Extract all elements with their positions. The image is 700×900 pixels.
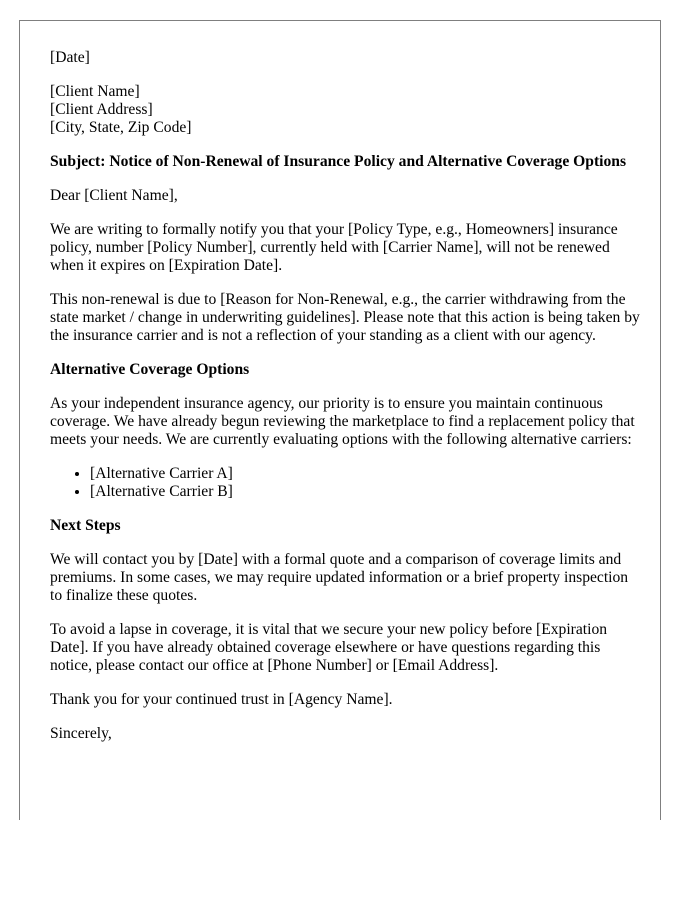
section-heading-alternatives: Alternative Coverage Options — [50, 361, 250, 378]
letter-subject: Subject: Notice of Non-Renewal of Insurance Policy and Alternative Coverage Options — [50, 153, 627, 170]
list-item: • [Alternative Carrier A] — [90, 465, 640, 483]
recipient-address-block — [50, 83, 640, 137]
letter-date: [Date] — [50, 49, 90, 66]
body-paragraph-lapse-warning: To avoid a lapse in coverage, it is vital that we secure your new policy before [Expiration Date]. If you have already obtained coverage elsewhere or have questions regarding this notice, please contact our office at [Phone Number] or [Email Address]. — [50, 621, 608, 674]
recipient-city-state-zip: [City, State, Zip Code] — [50, 119, 192, 136]
body-paragraph-alternatives: As your independent insurance agency, our priority is to ensure you maintain continuous coverage. We have already begun reviewing the marketplace to find a replacement policy that meets your needs. We are currently evaluating options with the following alternative carriers: — [50, 395, 635, 448]
section-heading-next-steps: Next Steps — [50, 517, 121, 534]
recipient-name: [Client Name] — [50, 83, 140, 100]
closing-thanks: Thank you for your continued trust in [Agency Name]. — [50, 691, 393, 708]
list-item: • [Alternative Carrier B] — [90, 483, 640, 501]
signoff: Sincerely, — [50, 725, 112, 742]
salutation: Dear [Client Name], — [50, 187, 178, 204]
alternative-carriers-list — [50, 465, 640, 501]
letter-content — [50, 49, 640, 759]
body-paragraph-next-steps: We will contact you by [Date] with a formal quote and a comparison of coverage limits and premiums. In some cases, we may require updated information or a brief property inspection to finalize these quotes. — [50, 551, 629, 604]
body-paragraph-reason: This non-renewal is due to [Reason for Non-Renewal, e.g., the carrier withdrawing from the state market / change in underwriting guidelines]. Please note that this action is being taken by the insurance carrier and is not a reflection of your standing as a client with our agency. — [50, 291, 640, 344]
body-paragraph-notification: We are writing to formally notify you that your [Policy Type, e.g., Homeowners] insurance policy, number [Policy Number], currently held with [Carrier Name], will not be renewed when it expires on [Expiration Date]. — [50, 221, 618, 274]
recipient-address: [Client Address] — [50, 101, 153, 118]
letter-page — [19, 20, 661, 820]
